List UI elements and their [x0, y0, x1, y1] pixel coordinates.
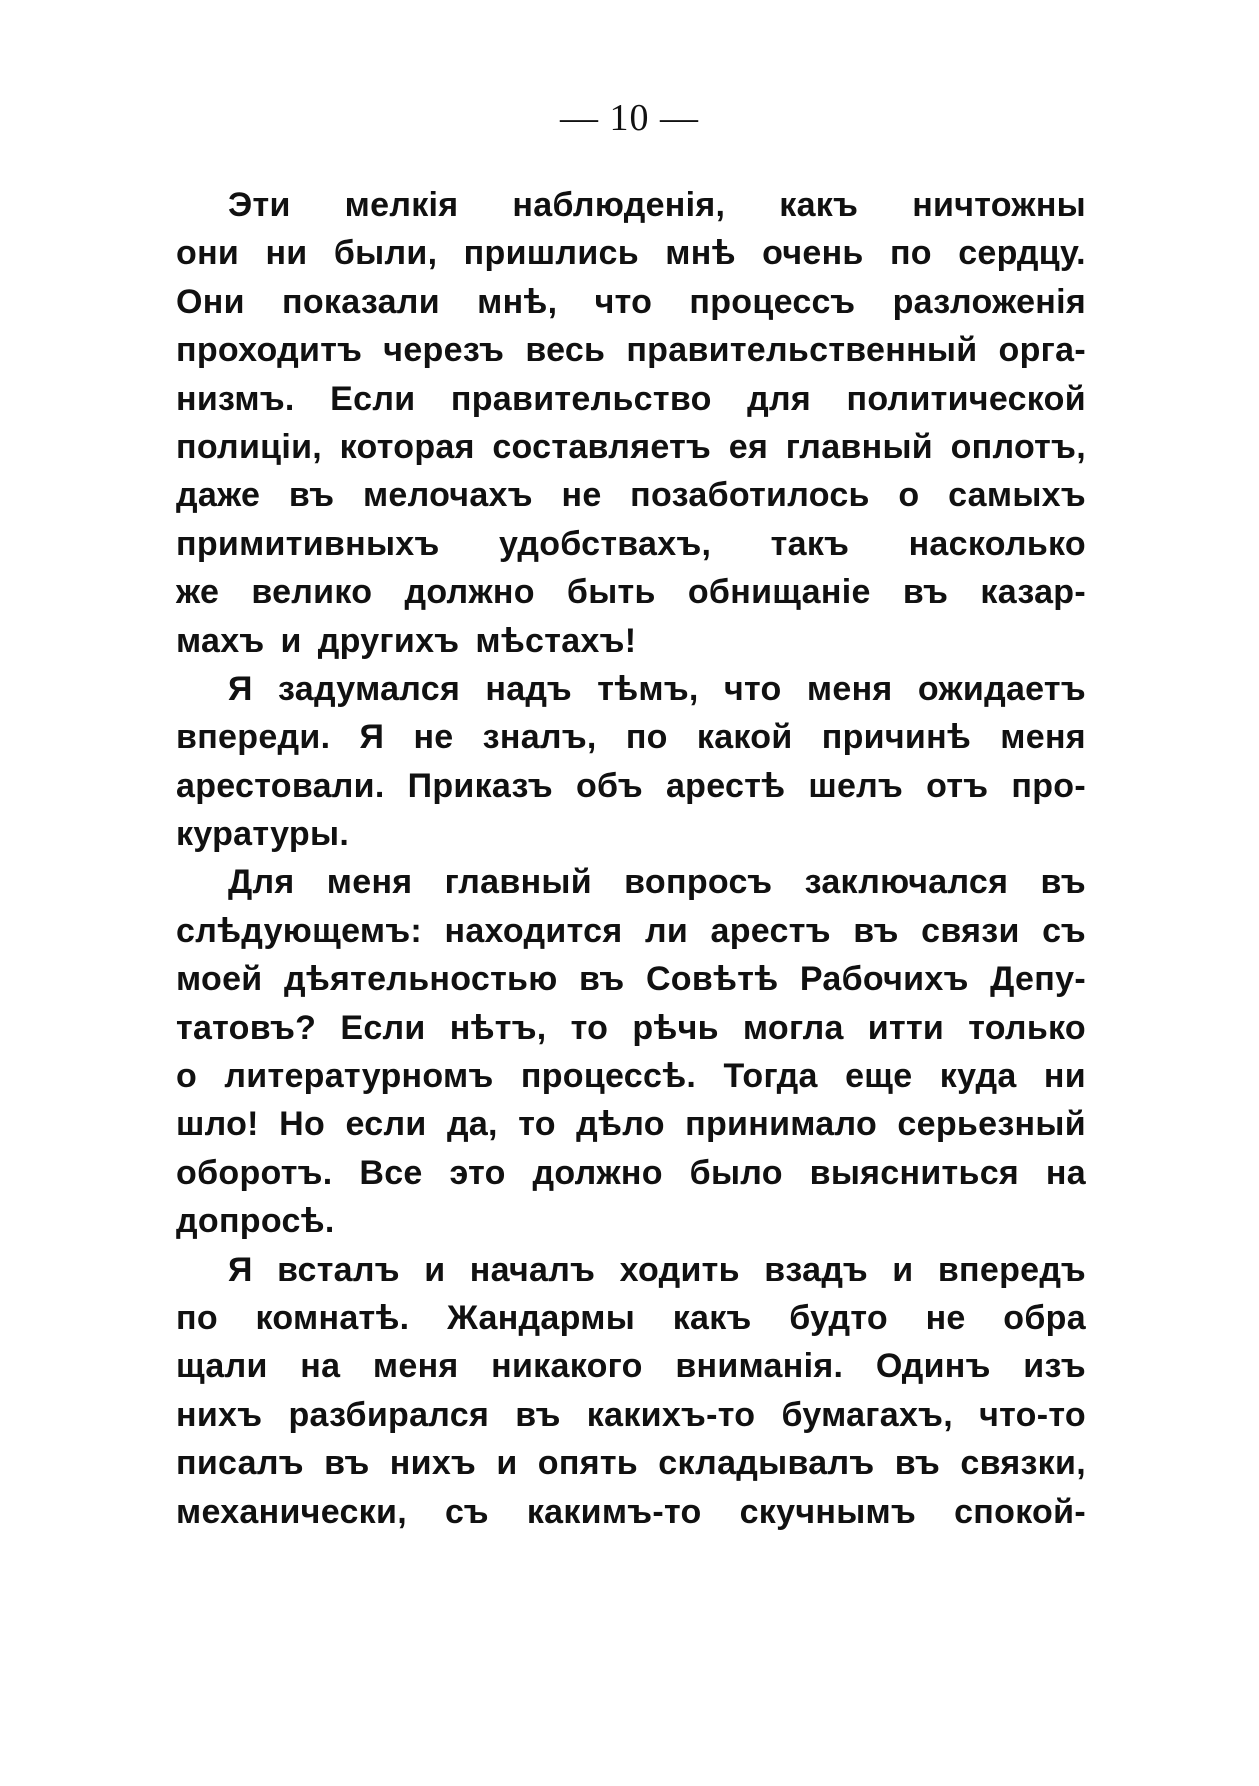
word: зналъ, [482, 718, 597, 757]
text-line [176, 617, 1086, 665]
text-line [176, 1342, 1086, 1390]
page-number: — 10 — [560, 97, 699, 139]
word: впереди. [176, 718, 331, 757]
word: быть [566, 573, 656, 612]
word: очень [762, 234, 864, 273]
word: Но [279, 1105, 326, 1144]
word: по [176, 1298, 218, 1337]
word: бумагахъ, [781, 1395, 954, 1434]
word: полиціи, [176, 427, 323, 466]
word: съ [1042, 911, 1086, 950]
word: щали [176, 1347, 268, 1386]
paragraph [176, 181, 1086, 665]
word: связки, [960, 1444, 1086, 1483]
word: насколько [908, 524, 1086, 563]
word: вопросъ [624, 863, 773, 902]
text-line [176, 568, 1086, 616]
text-line [176, 423, 1086, 471]
word: шелъ [808, 766, 904, 805]
text-line [176, 858, 1086, 906]
word: же [176, 573, 220, 612]
word: что-то [979, 1395, 1086, 1434]
word: арестѣ [665, 766, 786, 805]
word: арестъ [710, 911, 831, 950]
word: ни [1043, 1057, 1086, 1096]
word: наблюденія, [512, 186, 726, 224]
word: процессъ [689, 282, 856, 321]
word: Если [330, 379, 416, 418]
word: меня [1000, 718, 1086, 757]
paragraph [176, 665, 1086, 859]
word: нихъ [176, 1395, 263, 1434]
word: выясниться [809, 1153, 1020, 1192]
word: вниманія. [675, 1347, 844, 1386]
text-line [176, 1149, 1086, 1197]
word: мелкія [344, 186, 459, 224]
text-line [176, 713, 1086, 761]
word: комнатѣ. [255, 1298, 410, 1337]
word: низмъ. [176, 379, 295, 418]
word: на [300, 1347, 341, 1386]
text-line [176, 1294, 1086, 1342]
word: самыхъ [948, 476, 1086, 515]
word: механически, [176, 1492, 407, 1531]
word: будто [789, 1298, 888, 1337]
word: должно [532, 1153, 663, 1192]
word: даже [176, 476, 261, 515]
word: отъ [926, 766, 989, 805]
word: разложенія [892, 282, 1086, 321]
word: удобствахъ, [498, 524, 712, 563]
word: нихъ [389, 1444, 477, 1483]
word: о [898, 476, 920, 515]
word: было [689, 1153, 783, 1192]
word: мелочахъ [362, 476, 533, 515]
word: другихъ [317, 621, 460, 660]
word: примитивныхъ [176, 524, 440, 563]
word: опять [537, 1444, 638, 1483]
word: не [413, 718, 454, 757]
word: могла [742, 1008, 844, 1047]
word: дѣло [576, 1105, 665, 1144]
word: Совѣтѣ [645, 960, 779, 999]
word: никакого [491, 1347, 643, 1386]
word: причинѣ [821, 718, 972, 757]
text-line [176, 1439, 1086, 1487]
word: Приказъ [407, 766, 553, 805]
word: меня [326, 863, 413, 902]
word: по [889, 234, 932, 273]
word: тѣмъ, [597, 669, 699, 708]
text-line [176, 181, 1086, 229]
word: правительство [450, 379, 712, 418]
text-line [176, 907, 1086, 955]
word: меня [806, 669, 893, 708]
word: задумался [278, 669, 461, 708]
text-line [176, 1100, 1086, 1148]
word: слѣдующемъ: [176, 911, 423, 950]
word: ничтожны [912, 186, 1086, 224]
word: то [570, 1008, 609, 1047]
word: началъ [469, 1250, 596, 1289]
word: принимало [685, 1105, 878, 1144]
word: Одинъ [875, 1347, 991, 1386]
word: съ [444, 1492, 489, 1531]
word: не [925, 1298, 966, 1337]
word: въ [579, 960, 625, 999]
word: о [176, 1057, 198, 1096]
word: и [424, 1250, 446, 1289]
word: Если [340, 1008, 426, 1047]
word: въ [894, 1444, 941, 1483]
word: мнѣ [665, 234, 736, 273]
word: главный [444, 863, 592, 902]
word: Депу- [990, 960, 1086, 999]
word: нѣтъ, [449, 1008, 547, 1047]
word: не [561, 476, 602, 515]
word: весь [525, 331, 606, 370]
word: это [449, 1153, 506, 1192]
word: пришлись [463, 234, 639, 273]
word: такъ [770, 524, 850, 563]
word: сердцу. [958, 234, 1086, 273]
text-line [176, 229, 1086, 277]
word: должно [404, 573, 535, 612]
word: ли [644, 911, 689, 950]
word: куда [939, 1057, 1017, 1096]
text-line [176, 1246, 1086, 1294]
word: татовъ? [176, 1008, 317, 1047]
word: что [594, 282, 653, 321]
word: находится [444, 911, 623, 950]
word: Для [228, 863, 295, 902]
word: всталъ [277, 1250, 400, 1289]
text-line [176, 326, 1086, 374]
word: были, [333, 234, 438, 273]
word: разбирался [288, 1395, 490, 1434]
text-line [176, 520, 1086, 568]
text-line [176, 955, 1086, 1003]
word: проходитъ [176, 331, 363, 370]
word: только [968, 1008, 1086, 1047]
word: они [176, 234, 240, 273]
word: и [280, 621, 302, 660]
word: про- [1011, 766, 1086, 805]
word: махъ [176, 621, 265, 660]
word: серьезный [897, 1105, 1086, 1144]
word: меня [372, 1347, 459, 1386]
word: еще [845, 1057, 913, 1096]
word: казар- [980, 573, 1086, 612]
text-line [176, 375, 1086, 423]
word: показали [282, 282, 440, 321]
word: что [723, 669, 782, 708]
text-line [176, 1391, 1086, 1439]
word: спокой- [954, 1492, 1086, 1531]
text-line [176, 1197, 1086, 1245]
text-line [176, 1488, 1086, 1536]
word: ожидаетъ [917, 669, 1086, 708]
word: писалъ [176, 1444, 304, 1483]
word: оплотъ, [950, 427, 1086, 466]
text-line [176, 1004, 1086, 1052]
word: ни [265, 234, 308, 273]
word: складывалъ [658, 1444, 875, 1483]
paragraph [176, 1246, 1086, 1536]
word: обра [1003, 1298, 1086, 1337]
word: надъ [485, 669, 572, 708]
word: и [892, 1250, 914, 1289]
word: какой [696, 718, 793, 757]
word: Все [359, 1153, 423, 1192]
word: какъ [779, 186, 859, 224]
word: Эти [228, 186, 291, 224]
word: процессѣ. [520, 1057, 697, 1096]
word: арестовали. [176, 766, 385, 805]
word: въ [324, 1444, 370, 1483]
word: дѣятельностью [283, 960, 558, 999]
word: объ [575, 766, 643, 805]
text-line [176, 1052, 1086, 1100]
word: взадъ [764, 1250, 868, 1289]
word: Я [359, 718, 385, 757]
word: которая [339, 427, 475, 466]
word: ходить [619, 1250, 740, 1289]
word: въ [515, 1395, 561, 1434]
word: по [625, 718, 668, 757]
word: изъ [1023, 1347, 1086, 1386]
word: главный [785, 427, 933, 466]
word: ея [728, 427, 769, 466]
word: въ [288, 476, 335, 515]
word: если [345, 1105, 427, 1144]
word: Рабочихъ [799, 960, 969, 999]
word: мнѣ, [477, 282, 558, 321]
word: Тогда [723, 1057, 818, 1096]
word: допросѣ. [176, 1202, 335, 1241]
word: то [518, 1105, 556, 1144]
word: итти [867, 1008, 945, 1047]
body-text [176, 181, 1086, 1536]
word: шло! [176, 1105, 259, 1144]
text-line [176, 471, 1086, 519]
text-line [176, 762, 1086, 810]
word: въ [853, 911, 899, 950]
word: куратуры. [176, 815, 350, 854]
word: для [747, 379, 812, 418]
word: въ [902, 573, 949, 612]
word: политической [846, 379, 1086, 418]
paragraph [176, 858, 1086, 1245]
word: какихъ-то [586, 1395, 756, 1434]
word: моей [176, 960, 263, 999]
word: Я [228, 1250, 253, 1289]
word: черезъ [383, 331, 505, 370]
word: скучнымъ [739, 1492, 917, 1531]
word: какимъ-то [526, 1492, 702, 1531]
word: Они [176, 282, 245, 321]
word: рѣчь [632, 1008, 719, 1047]
word: впередъ [937, 1250, 1086, 1289]
word: литературномъ [224, 1057, 494, 1096]
word: орга- [998, 331, 1086, 370]
word: связи [921, 911, 1020, 950]
word: Жандармы [447, 1298, 636, 1337]
word: да, [446, 1105, 498, 1144]
text-line [176, 278, 1086, 326]
word: правительственный [626, 331, 978, 370]
word: обнищаніе [687, 573, 871, 612]
text-line [176, 810, 1086, 858]
word: и [496, 1444, 518, 1483]
text-line [176, 665, 1086, 713]
word: заключался [804, 863, 1009, 902]
word: оборотъ. [176, 1153, 333, 1192]
word: на [1045, 1153, 1086, 1192]
word: Я [228, 669, 253, 708]
word: какъ [672, 1298, 752, 1337]
word: составляетъ [492, 427, 712, 466]
word: позаботилось [630, 476, 870, 515]
word: велико [251, 573, 373, 612]
word: въ [1040, 863, 1086, 902]
word: мѣстахъ! [475, 621, 637, 660]
